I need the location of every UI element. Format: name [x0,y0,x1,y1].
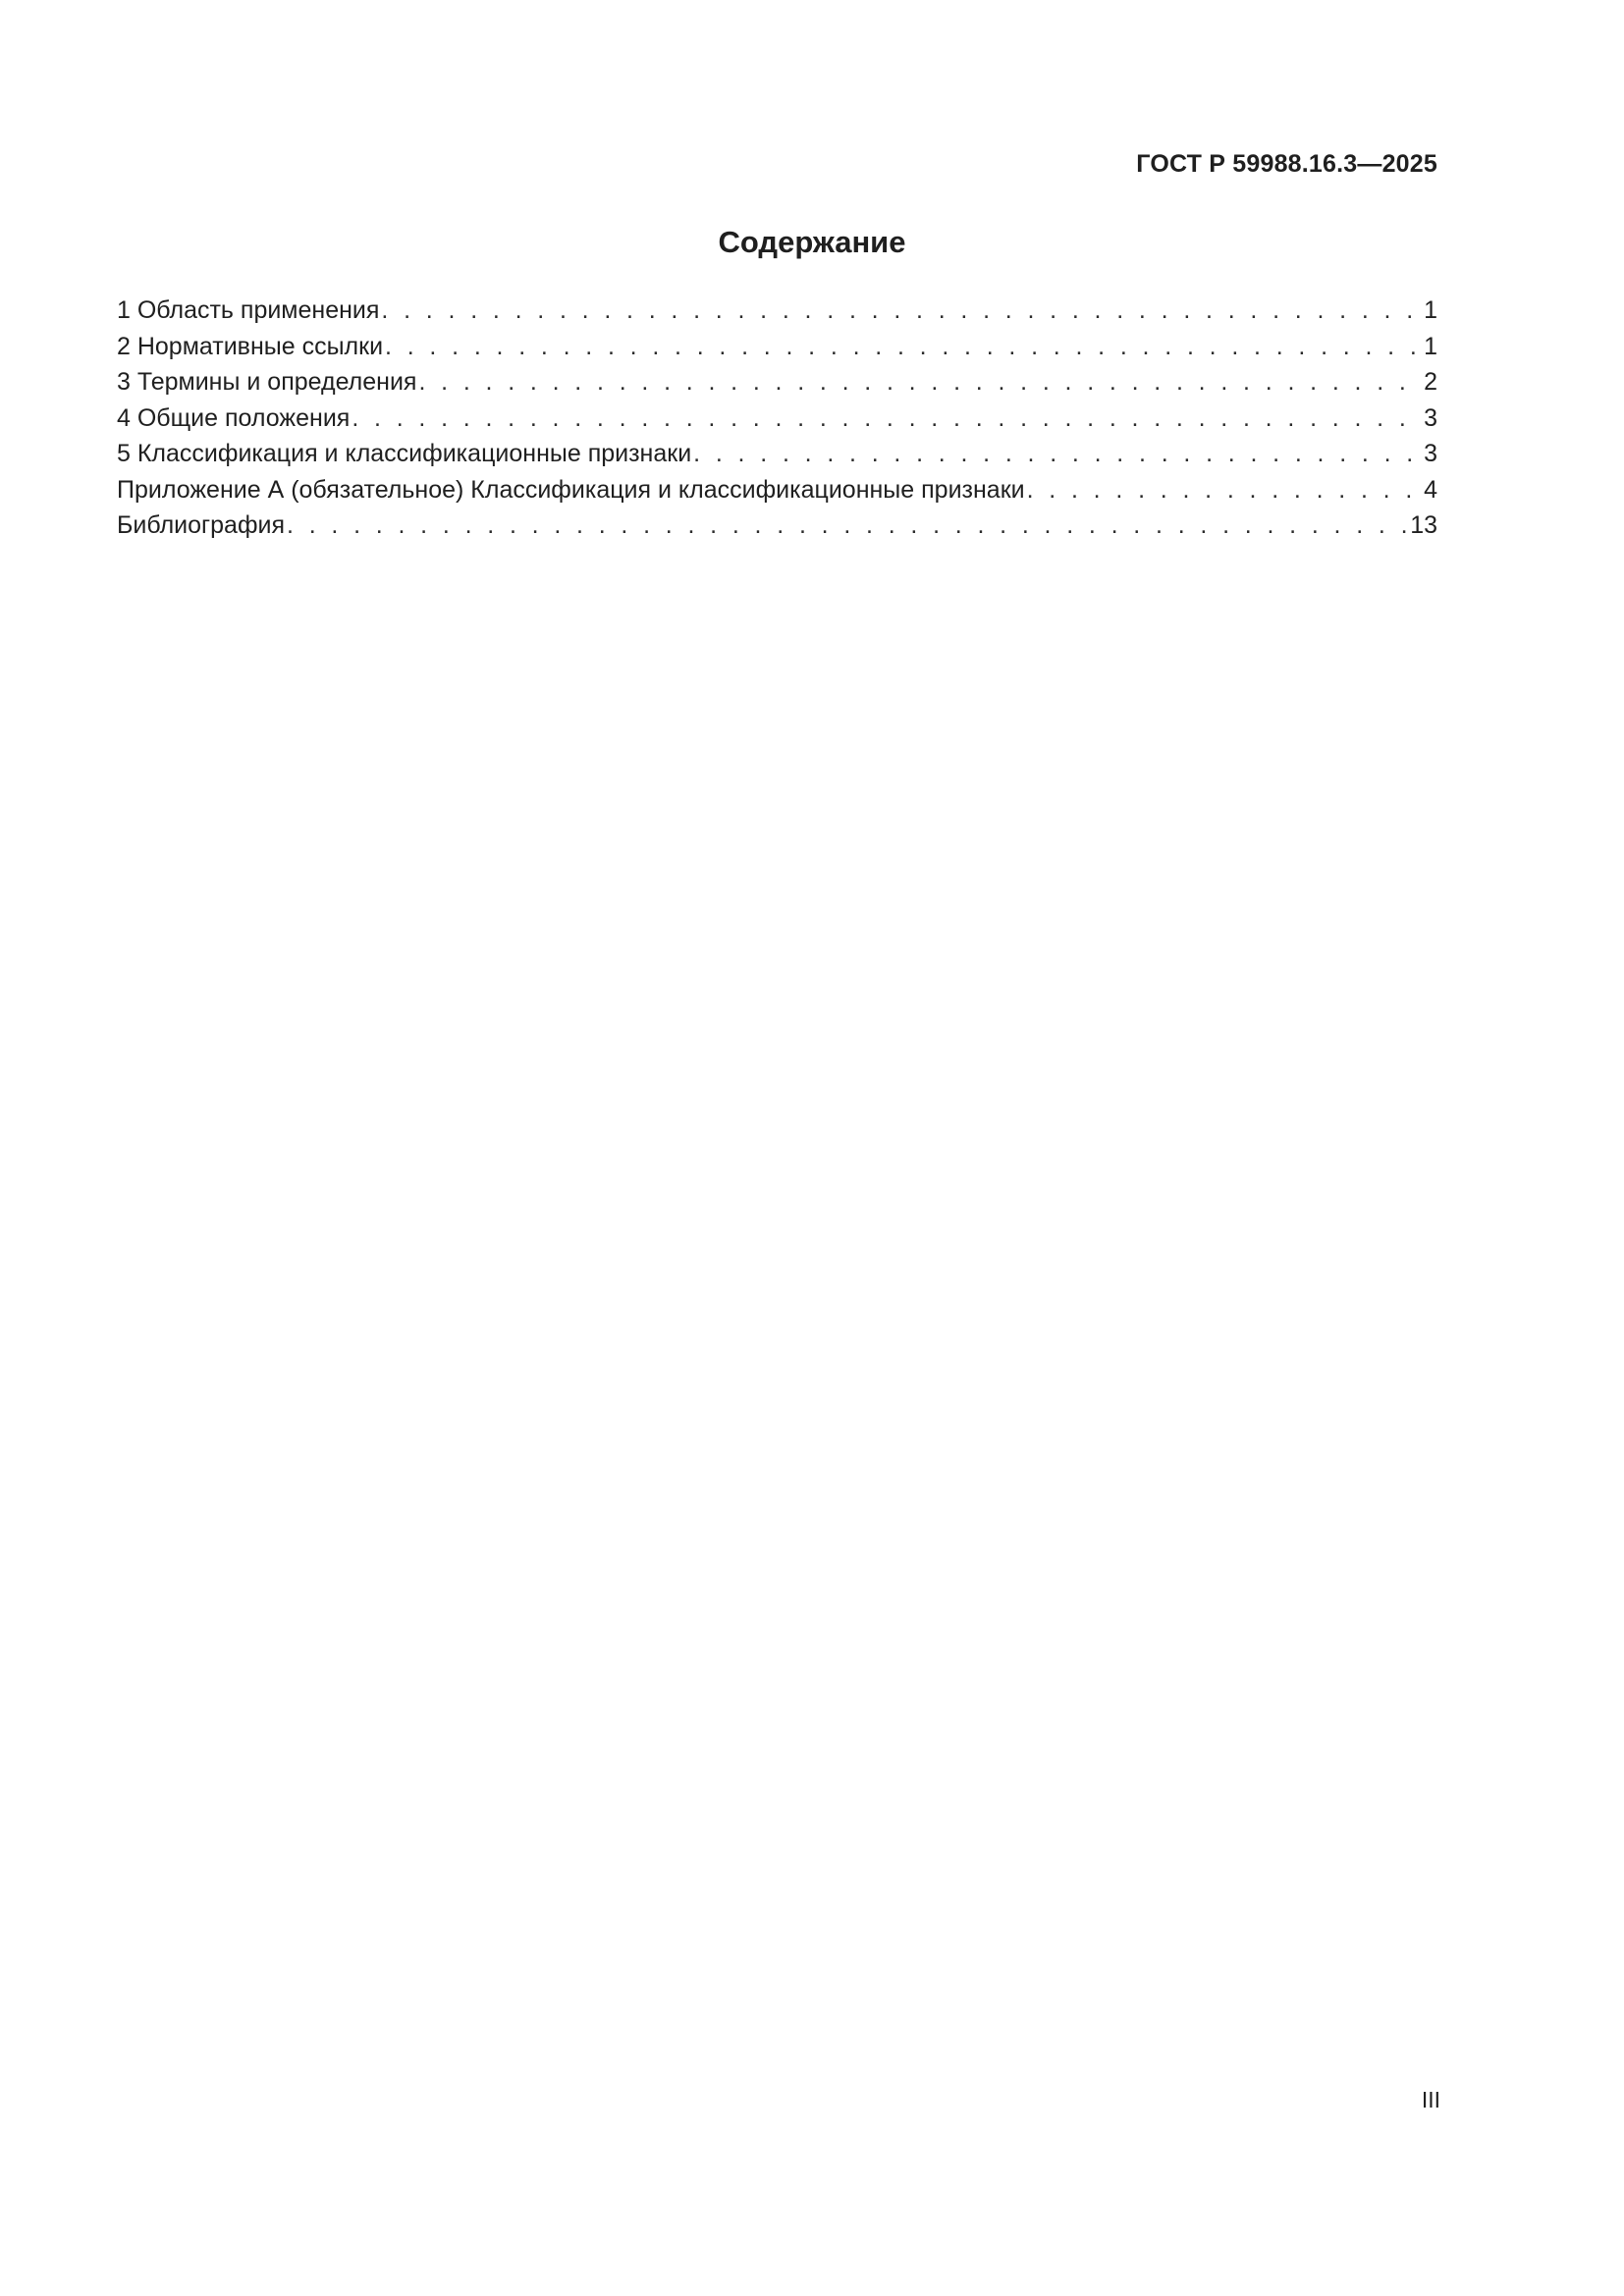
toc-entry-label: 4 Общие положения [117,403,351,432]
toc-entry-page: 3 [1424,403,1437,432]
toc-entry-page: 4 [1424,475,1437,504]
toc-entry[interactable] [117,436,1437,472]
toc-entry-label: 1 Область применения [117,296,380,324]
toc-dot-leader [693,436,1422,472]
toc-entry-page: 1 [1424,296,1437,324]
toc-entry-label: 3 Термины и определения [117,368,417,396]
toc-dot-leader [1027,472,1422,508]
toc-entry-label: 5 Классификация и классификационные признаки [117,440,692,467]
toc-dot-leader [381,293,1422,329]
table-of-contents [117,293,1437,544]
toc-entry-page: 13 [1410,511,1437,539]
toc-entry[interactable] [117,293,1437,329]
toc-entry[interactable] [117,472,1437,508]
page-number: III [1421,2087,1440,2112]
toc-dot-leader [287,507,1408,544]
toc-entry-label: Библиография [117,511,286,539]
document-code: ГОСТ Р 59988.16.3—2025 [1136,150,1437,178]
toc-entry[interactable] [117,329,1437,365]
toc-dot-leader [352,400,1422,437]
toc-dot-leader [385,329,1422,365]
toc-entry[interactable] [117,400,1437,437]
toc-dot-leader [418,364,1422,400]
toc-entry[interactable] [117,364,1437,400]
toc-entry-label: Приложение А (обязательное) Классификация и классификационные признаки [117,475,1025,504]
toc-entry-page: 3 [1424,440,1437,467]
toc-title: Содержание [718,225,906,259]
toc-entry-label: 2 Нормативные ссылки [117,332,384,360]
toc-entry-page: 2 [1424,368,1437,396]
toc-entry[interactable] [117,507,1437,544]
toc-entry-page: 1 [1424,332,1437,360]
